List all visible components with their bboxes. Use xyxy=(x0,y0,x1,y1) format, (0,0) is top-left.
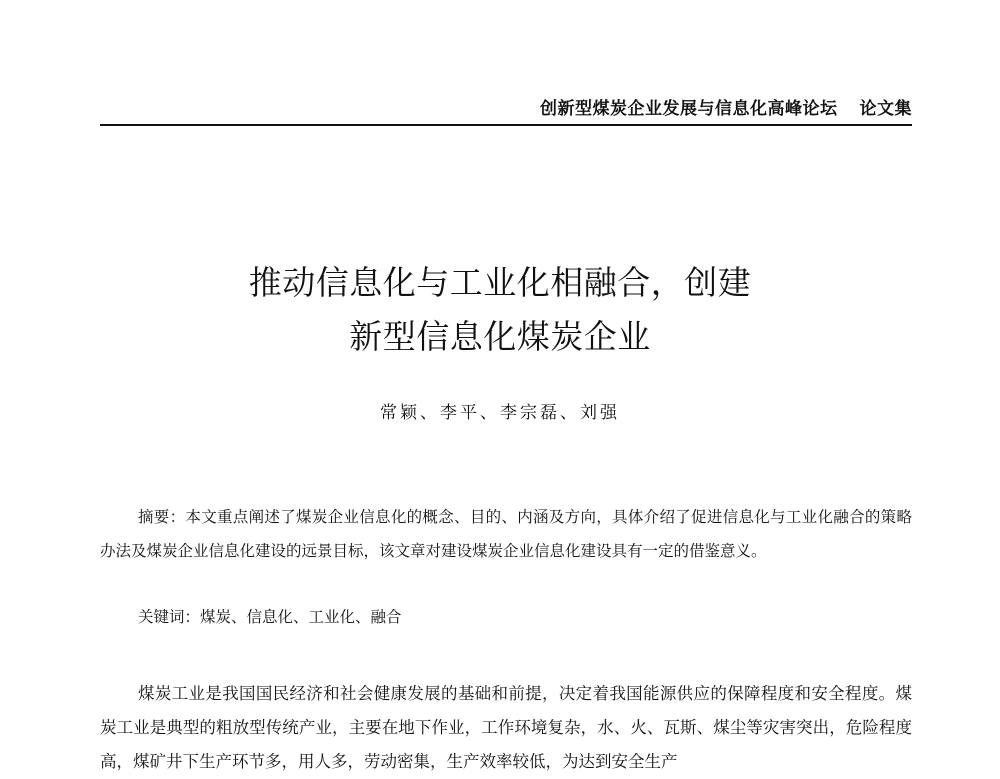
running-header-title: 创新型煤炭企业发展与信息化高峰论坛 xyxy=(540,99,838,119)
running-header xyxy=(540,94,912,119)
abstract-label: 摘要： xyxy=(138,508,186,526)
header-rule xyxy=(100,124,912,126)
keywords xyxy=(138,605,402,627)
article-title-line-1: 推动信息化与工业化相融合，创建 xyxy=(248,263,752,302)
keywords-list: 煤炭、信息化、工业化、融合 xyxy=(200,608,402,626)
article-title xyxy=(0,256,1000,364)
running-header-collection: 论文集 xyxy=(859,99,912,119)
abstract xyxy=(100,500,912,568)
abstract-text: 本文重点阐述了煤炭企业信息化的概念、目的、内涵及方向，具体介绍了促进信息化与工业化融合的策略办法及煤炭企业信息化建设的远景目标，该文章对建设煤炭企业信息化建设具有一定的借鉴意义。 xyxy=(100,508,912,560)
keywords-label: 关键词： xyxy=(138,608,201,626)
body-paragraph: 煤炭工业是我国国民经济和社会健康发展的基础和前提，决定着我国能源供应的保障程度和安全程度。煤炭工业是典型的粗放型传统产业，主要在地下作业，工作环境复杂，水、火、瓦斯、煤尘等灾害突出，危险程度高，煤矿井下生产环节多，用人多，劳动密集，生产效率较低，为达到安全生产 xyxy=(100,684,912,771)
article-title-line-2: 新型信息化煤炭企业 xyxy=(349,317,651,356)
author-list: 常颖、李平、李宗磊、刘强 xyxy=(380,403,620,423)
